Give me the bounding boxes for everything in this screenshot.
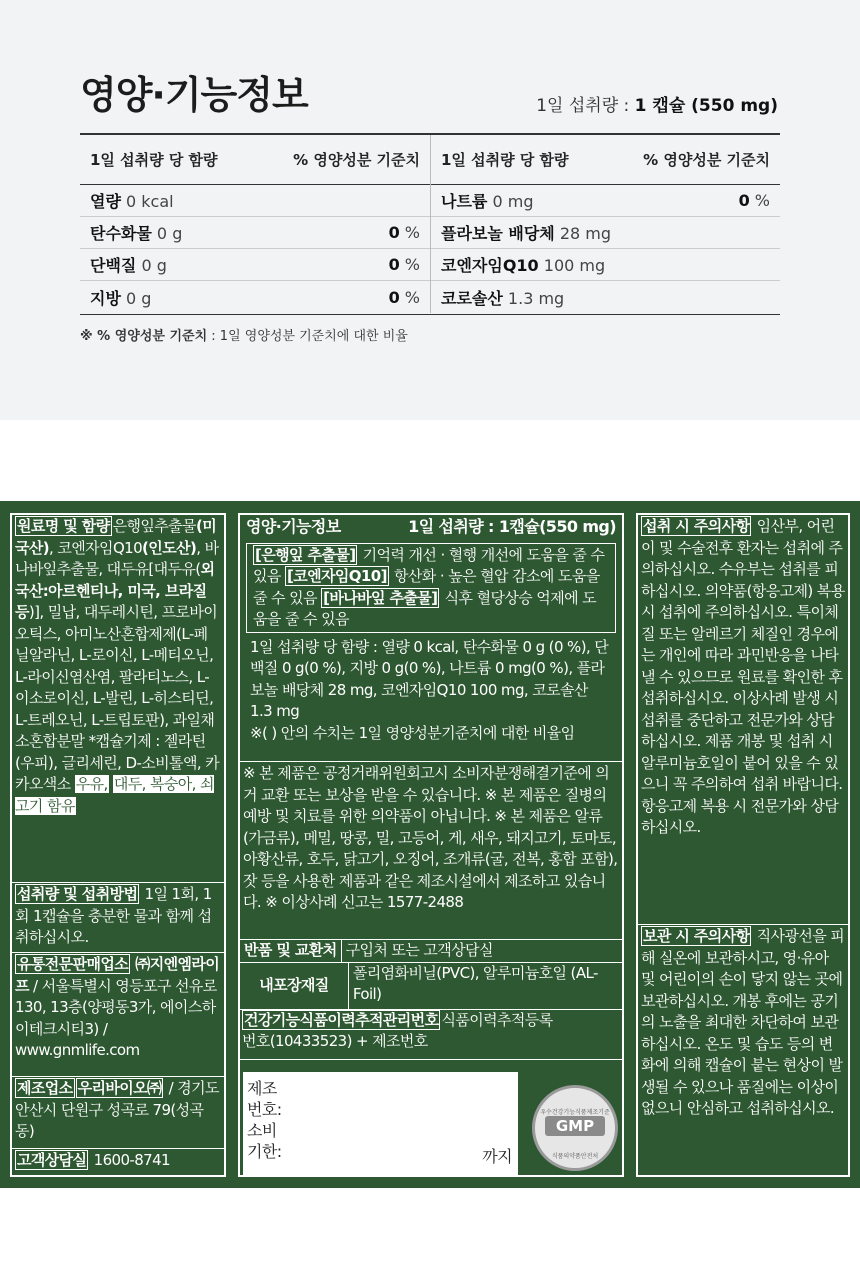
notice-section <box>240 762 622 940</box>
return-text: 구입처 또는 고객상담실 <box>345 941 493 959</box>
allergen-highlight: 대두, 복숭아, 쇠고기 함유 <box>15 775 214 815</box>
nutrient-row <box>431 185 780 217</box>
nutrient-name: 플라보놀 배당체 <box>441 224 555 243</box>
footnote <box>80 325 408 344</box>
traceability-text: 번호(10433523) + 제조번호 <box>242 1032 428 1050</box>
until-label: 까지 <box>482 1147 512 1166</box>
distributor-section <box>12 953 224 1077</box>
nutrient-name-amount <box>441 221 611 244</box>
nutrient-name: 단백질 <box>90 256 137 275</box>
distributor-name: ㈜지엔엠라이프 <box>15 955 220 995</box>
nutrient-amount: 0 g <box>156 224 183 243</box>
ingredients-text: , 코엔자임Q10 <box>49 538 143 557</box>
nutrient-name-amount <box>441 253 605 276</box>
manufacturer-heading: 제조업소 <box>17 1079 73 1097</box>
manufacturer-section <box>12 1077 224 1149</box>
return-heading: 반품 및 교환처 <box>240 940 342 962</box>
ingredients-origin: (인도산) <box>142 538 197 557</box>
expiry-date-label: 기한: <box>247 1142 282 1161</box>
footnote-text: : 1일 영양성분 기준치에 대한 비율 <box>207 329 408 344</box>
function-heading: [코엔자임Q10] <box>286 567 387 585</box>
nutrient-percent <box>389 223 420 242</box>
label-nutrition-text: 1일 섭취량 당 함량 : 열량 0 kcal, 탄수화물 0 g (0 %), 단백질 0 g(0 %), 지방 0 g(0 %), 나트륨 0 mg(0 %), 플라보놀 배당체 28 mg, 코엔자임Q10 100 mg, 코로솔산 1.3 mg <box>250 637 609 720</box>
header-amount: 1일 섭취량 당 함량 <box>441 151 569 169</box>
nutrient-name: 탄수화물 <box>90 224 152 243</box>
nutrient-row <box>80 281 430 313</box>
label-nutrition-facts <box>240 637 622 745</box>
ingredients-origin: (미국산) <box>15 517 217 557</box>
intake-method-text: 1일 1회, 1회 1캡슐을 충분한 물과 함께 섭취하십시오. <box>15 885 212 946</box>
function-heading: [은행잎 추출물] <box>255 545 356 564</box>
customer-service-heading: 고객상담실 <box>17 1151 87 1169</box>
traceability-heading: 건강기능식품이력추적관리번호 <box>244 1010 439 1029</box>
customer-service-number: 1600-8741 <box>89 1151 170 1169</box>
nutrient-amount: 28 mg <box>559 224 612 243</box>
nutrient-percent-unit: % <box>399 223 420 242</box>
nutrient-percent-unit: % <box>399 255 420 274</box>
label-nutrition-note: ※( ) 안의 수치는 1일 영양성분기준치에 대한 비율임 <box>250 723 575 742</box>
nutrient-percent <box>739 191 770 210</box>
nutrient-name-amount <box>90 253 167 276</box>
functionality-box <box>246 543 616 633</box>
manufacturer-address: / 경기도 안산시 단원구 성곡로 79(성곡동) <box>15 1079 219 1140</box>
storage-caution-text: 직사광선을 피해 실온에 보관하시고, 영·유아 및 어린이의 손이 닿지 않는 곳에 보관하십시오. 개봉 후에는 공기의 노출을 최대한 차단하여 보관하십시오. 온도 및 습도 등의 변화에 의해 캡슐이 붙는 현상이 발생될 수 있으나 품질에는 이상이 없으니 안심하고 섭취하십시오. <box>641 927 845 1117</box>
packaging-text: 폴리염화비닐(PVC), 알루미늄호일 (AL-Foil) <box>352 963 598 1003</box>
intake-caution-heading: 섭취 시 주의사항 <box>643 517 750 535</box>
nutrient-name: 지방 <box>90 288 121 308</box>
nutrient-amount: 0 g <box>141 256 167 275</box>
label-panel-left <box>10 513 226 1177</box>
nutrient-amount: 0 g <box>126 288 152 308</box>
intake-method-section <box>12 883 224 953</box>
nutrient-percent <box>389 255 420 274</box>
gmp-seal-mark: GMP <box>545 1116 605 1136</box>
nutrient-row <box>80 185 430 217</box>
serving-label: 1일 섭취량 : <box>536 96 635 116</box>
label-panel-center <box>238 513 624 1177</box>
gmp-seal-bottom: 식품의약품안전처 <box>551 1153 599 1160</box>
nutrient-name: 나트륨 <box>441 192 488 211</box>
table-header <box>80 135 430 185</box>
label-nutrition-title: 영양·기능정보 <box>246 517 341 536</box>
intake-method-heading: 섭취량 및 섭취방법 <box>17 885 138 903</box>
nutrient-amount: 0 kcal <box>126 192 174 211</box>
function-heading: [바나바잎 추출물] <box>323 588 438 607</box>
nutrient-amount: 0 mg <box>492 192 534 211</box>
function-text: 식후 혈당상승 억제에 도움을 줄 수 있음 <box>253 588 597 628</box>
nutrient-percent-value: 0 <box>388 255 400 274</box>
distributor-heading: 유통전문판매업소 <box>17 955 129 973</box>
footnote-bold: ※ % 영양성분 기준치 <box>80 329 208 344</box>
manufacture-number-label: 번호: <box>247 1100 282 1119</box>
gmp-seal-top: 우수건강기능식품제조기준 <box>540 1109 610 1116</box>
distributor-address: / 서울특별시 영등포구 선유로 130, 13층(양평동3가, 에이스하이테크시티3) / www.gnmlife.com <box>15 976 217 1059</box>
manufacture-label: 제조 <box>247 1079 277 1098</box>
nutrient-name-amount <box>441 286 564 309</box>
nutrient-percent-unit: % <box>749 191 770 210</box>
nutrient-row <box>80 217 430 249</box>
nutrient-row <box>431 281 780 313</box>
nutrition-table <box>80 133 780 315</box>
nutrient-percent-value: 0 <box>738 191 750 210</box>
nutrient-percent-value: 0 <box>388 223 400 242</box>
traceability-row <box>240 1010 622 1060</box>
ingredients-section <box>12 515 224 883</box>
traceability-text: 식품이력추적등록 <box>441 1010 553 1029</box>
ingredients-heading: 원료명 및 함량 <box>17 517 110 535</box>
nutrition-info-section <box>0 0 860 420</box>
customer-service-section <box>12 1149 224 1174</box>
nutrient-row <box>80 249 430 281</box>
nutrient-percent-unit: % <box>399 287 420 307</box>
storage-caution-heading: 보관 시 주의사항 <box>643 927 750 945</box>
intake-caution-text: 임산부, 어린이 및 수술전후 환자는 섭취에 주의하십시오. 수유부는 섭취를 피하십시오. 의약품(항응고제) 복용 시 섭취에 주의하십시오. 특이체질 또는 알레르기 체질인 경우에는 개인에 따라 과민반응을 나타낼 수 있으므로 원료를 확인한 후 섭취하십시오. 이상사례 발생 시 섭취를 중단하고 전문가와 상담하십시오. 제품 개봉 및 섭취 시 알루미늄호일이 붙어 있을 수 있으니 꼭 주의하여 섭취 바랍니다. 항응고제 복용 시 전문가와 상담하십시오. <box>641 517 845 836</box>
return-row <box>240 940 622 963</box>
nutrient-name-amount <box>90 286 151 309</box>
nutrient-name: 코로솔산 <box>441 288 503 308</box>
nutrient-percent <box>389 288 420 307</box>
nutrient-row <box>431 217 780 249</box>
nutrient-name: 열량 <box>90 192 121 211</box>
storage-caution-section <box>638 925 848 1122</box>
date-box <box>243 1072 518 1177</box>
ingredients-text: , 바나바잎추출물, 대두유[대두유( <box>15 538 219 578</box>
table-header <box>431 135 780 185</box>
header-amount: 1일 섭취량 당 함량 <box>90 151 218 169</box>
allergen-highlight: 우유, <box>75 775 108 793</box>
serving-value: 1 캡슐 (550 mg) <box>634 96 778 116</box>
function-text: 항산화 · 높은 혈압 감소에 도움을 줄 수 있음 <box>253 567 600 607</box>
nutrient-name-amount <box>90 221 182 244</box>
packaging-row <box>240 963 622 1010</box>
packaging-heading: 내포장재질 <box>240 963 349 1009</box>
page-title: 영양·기능정보 <box>80 73 308 117</box>
ingredients-text: )], 밀납, 대두레시틴, 프로바이오틱스, 아미노산혼합제제(L-페닐알라닌, L-로이신, L-메티오닌, L-라이신염산염, 팔라티노스, L-이소로이신, L-발린, L-히스티딘, L-트레오닌, L-트립토판), 과일채소혼합분말 *캡슐기제 : 젤라틴(우피), 글리세린, D-소비톨액, 카카오색소 <box>15 603 220 793</box>
header-percent: % 영양성분 기준치 <box>643 151 770 169</box>
serving-size <box>536 91 778 116</box>
product-label <box>0 501 860 1188</box>
nutrition-column-left <box>80 135 430 313</box>
nutrient-name-amount <box>441 189 533 212</box>
function-section <box>240 515 622 762</box>
nutrient-name-amount <box>90 189 174 212</box>
label-nutrition-header <box>240 515 622 539</box>
manufacturer-name: 우리바이오㈜ <box>77 1079 162 1097</box>
nutrition-column-right <box>430 135 780 313</box>
label-serving: 1일 섭취량 : 1캡슐(550 mg) <box>408 517 616 536</box>
nutrient-amount: 1.3 mg <box>507 288 565 308</box>
expiry-label: 소비 <box>247 1121 277 1140</box>
label-panel-right <box>636 513 850 1177</box>
gmp-seal-icon <box>532 1085 618 1171</box>
notice-text: ※ 본 제품은 공정거래위원회고시 소비자분쟁해결기준에 의거 교환 또는 보상을 받을 수 있습니다. ※ 본 제품은 질병의 예방 및 치료를 위한 의약품이 아닙니다. ※ 본 제품은 알류(가금류), 메밀, 땅콩, 밀, 고등어, 게, 새우, 돼지고기, 토마토, 아황산류, 호두, 닭고기, 오징어, 조개류(굴, 전복, 홍합 포함), 잣 등을 사용한 제품과 같은 제조시설에서 제조하고 있습니다. ※ 이상사례 신고는 1577-2488 <box>243 764 618 911</box>
function-text: 기억력 개선 · 혈행 개선에 도움을 줄 수 있음 <box>253 545 605 585</box>
header-percent: % 영양성분 기준치 <box>293 151 420 169</box>
ingredients-text: 은행잎추출물 <box>112 517 196 535</box>
nutrient-name: 코엔자임Q10 <box>441 256 539 275</box>
nutrient-percent-value: 0 <box>388 287 400 307</box>
nutrient-row <box>431 249 780 281</box>
ingredients-origin: 외국산:아르헨티나, 미국, 브라질 등 <box>15 560 215 621</box>
intake-caution-section <box>638 515 848 925</box>
nutrient-amount: 100 mg <box>543 256 606 275</box>
